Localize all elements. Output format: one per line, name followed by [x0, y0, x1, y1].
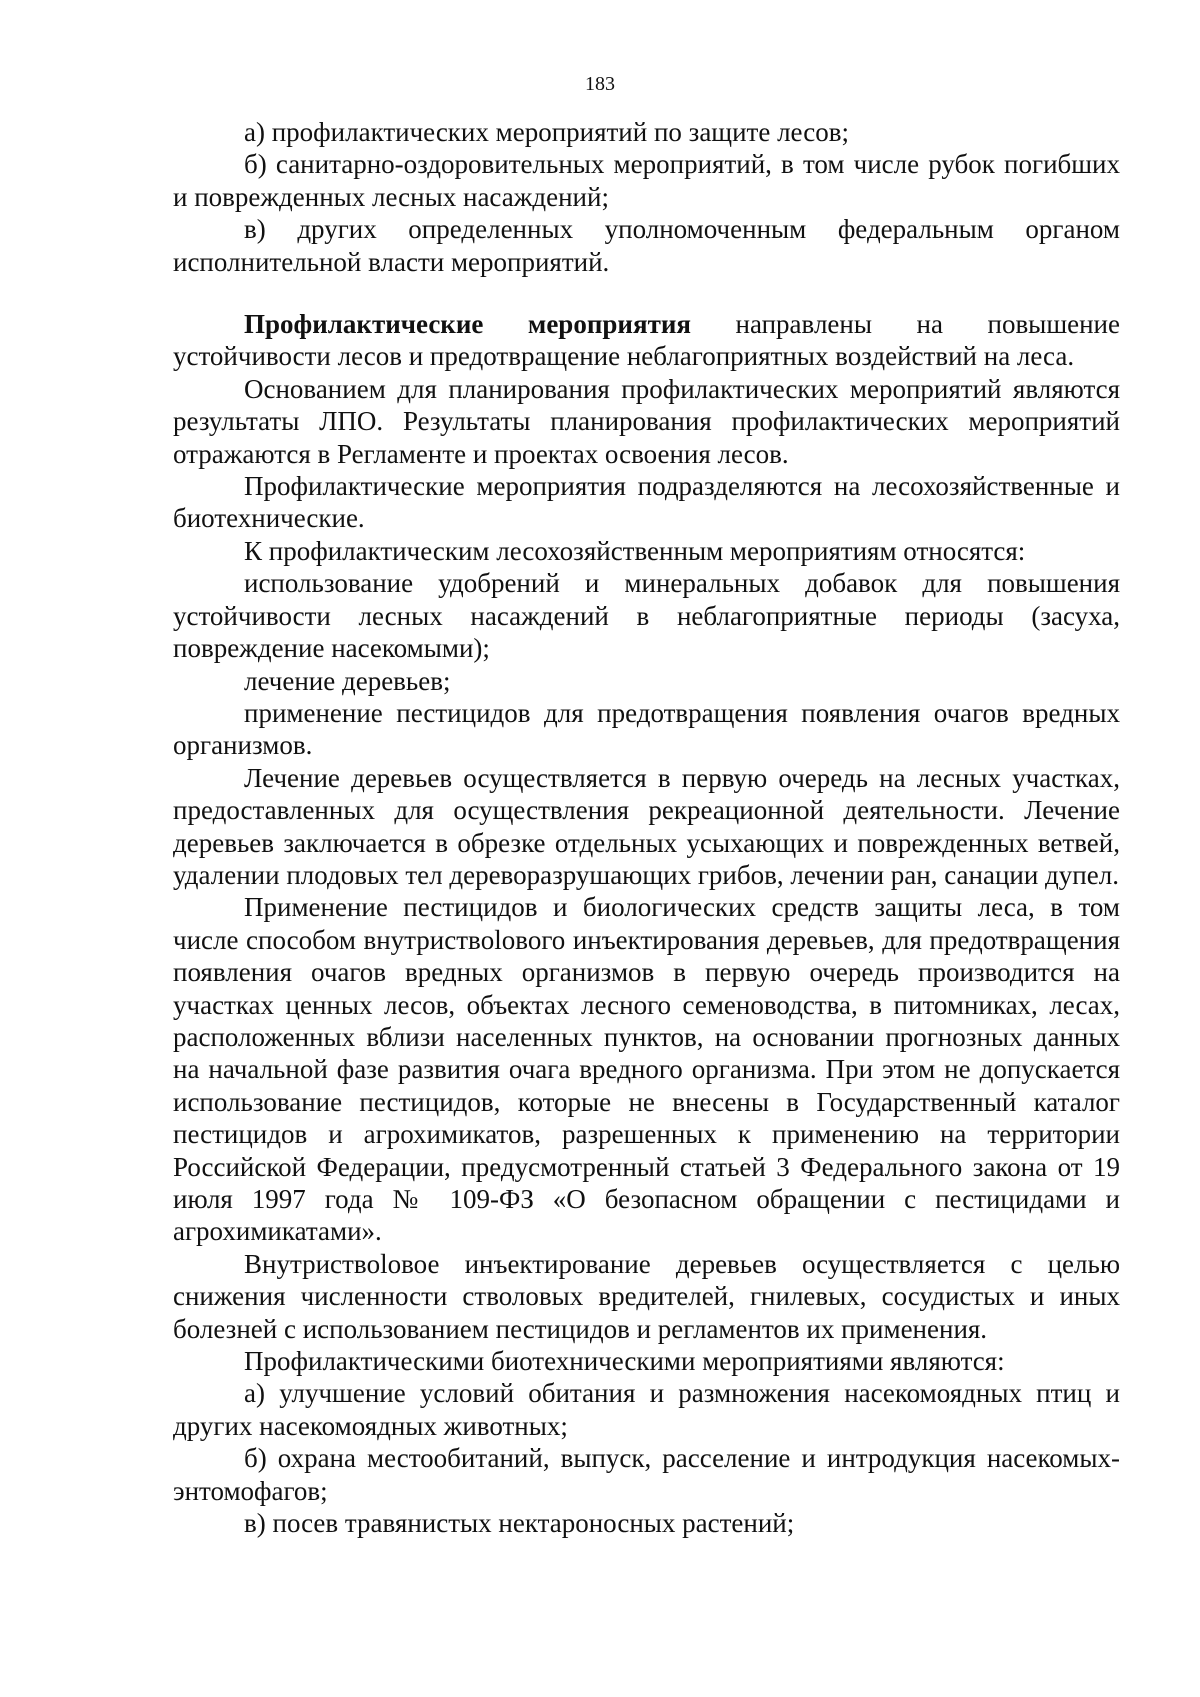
page-number: 183 — [585, 73, 615, 95]
list-item: в) других определенных уполномоченным федеральным органом исполнительной власти мероприятий. — [173, 214, 1120, 277]
list-item: б) санитарно-оздоровительных мероприятий, в том числе рубок погибших и поврежденных лесных насаждений; — [173, 149, 1120, 212]
paragraph-gap — [173, 278, 1120, 308]
list-item: в) посев травянистых нектароносных растений; — [244, 1508, 795, 1539]
paragraph: Применение пестицидов и биологических средств защиты леса, в том числе способом внутриствolового инъектирования деревьев, для предотвращения появления очагов вредных организмов в первую очередь производится на участках ценных лесов, объектах лесного семеноводства, в питомниках, лесах, расположенных вблизи населенных пунктов, на основании прогнозных данных на начальной фазе развития очага вредного организма. При этом не допускается использование пестицидов, которые не внесены в Государственный каталог пестицидов и агрохимикатов, разрешенных к применению на территории Российской Федерации, предусмотренный статьей 3 Федерального закона от 19 июля 1997 года № 109-ФЗ «О безопасном обращении с пестицидами и агрохимикатами». — [173, 892, 1120, 1247]
list-item: а) профилактических мероприятий по защите лесов; — [244, 117, 849, 147]
paragraph: Профилактические мероприятия подразделяются на лесохозяйственные и биотехнические. — [173, 471, 1120, 534]
paragraph-text: направлены на повышение устойчивости лесов и предотвращение неблагоприятных воздействий на леса. — [173, 309, 1120, 372]
paragraph: Основанием для планирования профилактических мероприятий являются результаты ЛПО. Результаты планирования профилактических мероприятий отражаются в Регламенте и проектах освоения лесов. — [173, 373, 1120, 469]
paragraph: Внутриствolовое инъектирование деревьев осуществляется с целью снижения численности стволовых вредителей, гнилевых, сосудистых и иных болезней с использованием пестицидов и регламентов их применения. — [173, 1248, 1120, 1344]
paragraph: Лечение деревьев осуществляется в первую очередь на лесных участках, предоставленных для осуществления рекреационной деятельности. Лечение деревьев заключается в обрезке отдельных усыхающих и поврежденных ветвей, удалении плодовых тел дереворазрушающих грибов, лечении ран, санации дупел. — [173, 762, 1120, 890]
bold-lead-text: Профилактические мероприятия — [244, 309, 691, 340]
list-item: лечение деревьев; — [244, 665, 451, 696]
paragraph — [173, 308, 1120, 373]
paragraph: Профилактическими биотехническими мероприятиями являются: — [244, 1346, 1005, 1377]
list-item: использование удобрений и минеральных добавок для повышения устойчивости лесных насаждений в неблагоприятные периоды (засуха, повреждение насекомыми); — [173, 568, 1120, 664]
paragraph: К профилактическим лесохозяйственным мероприятиям относятся: — [244, 535, 1026, 566]
list-item: применение пестицидов для предотвращения появления очагов вредных организмов. — [173, 697, 1120, 761]
document-body — [173, 116, 1120, 1539]
list-item: б) охрана местообитаний, выпуск, расселение и интродукция насекомых-энтомофагов; — [173, 1443, 1120, 1506]
list-item: а) улучшение условий обитания и размножения насекомоядных птиц и других насекомоядных животных; — [173, 1378, 1120, 1441]
